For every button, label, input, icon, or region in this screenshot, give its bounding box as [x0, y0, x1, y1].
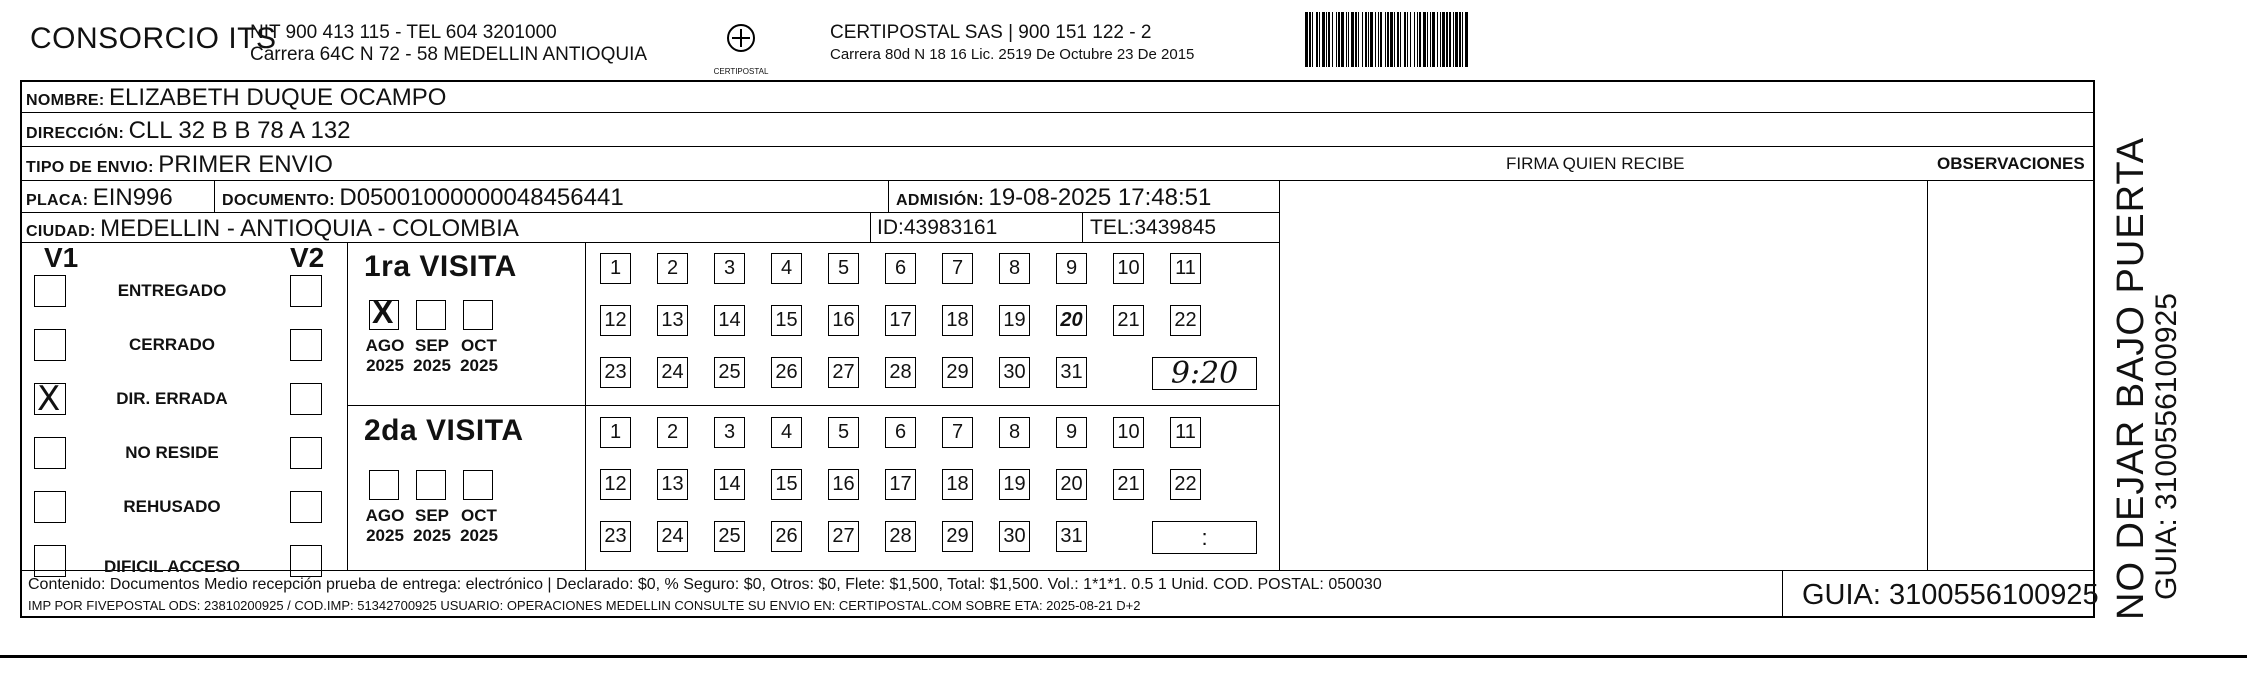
nombre-value: ELIZABETH DUQUE OCAMPO	[109, 84, 447, 111]
v1-checkbox	[34, 329, 66, 361]
day-box: 3	[714, 417, 745, 448]
v1-checkbox	[34, 275, 66, 307]
day-box: 25	[714, 521, 745, 552]
certipostal-logo	[712, 20, 770, 76]
day-box: 11	[1170, 417, 1201, 448]
time-box: 9:20	[1152, 357, 1257, 390]
day-box: 23	[600, 357, 631, 388]
day-box: 14	[714, 469, 745, 500]
certipostal-address: Carrera 80d N 18 16 Lic. 2519 De Octubre 23 De 2015	[830, 46, 1195, 63]
status-option-label: DIFICIL ACCESO	[103, 557, 240, 576]
documento-cell	[222, 184, 624, 212]
day-box: 10	[1113, 417, 1144, 448]
day-box: 6	[885, 417, 916, 448]
month-checkbox	[416, 300, 446, 330]
day-box: 31	[1056, 357, 1087, 388]
day-box: 12	[600, 469, 631, 500]
day-box: 27	[828, 521, 859, 552]
day-box: 20	[1056, 469, 1087, 500]
month-checkbox	[463, 470, 493, 500]
day-box: 13	[657, 469, 688, 500]
admision-cell	[896, 184, 1211, 212]
day-box: 29	[942, 521, 973, 552]
time-box: :	[1152, 521, 1257, 554]
side-guia: GUIA: 3100556100925	[2150, 293, 2183, 600]
placa-cell	[26, 184, 173, 212]
status-option-label: CERRADO	[129, 335, 215, 354]
day-box: 28	[885, 521, 916, 552]
admision-label: ADMISIÓN:	[896, 192, 985, 209]
day-box: 30	[999, 521, 1030, 552]
company-contact	[250, 22, 647, 66]
ciudad-cell	[26, 215, 519, 243]
tipo-row	[26, 151, 333, 179]
day-box: 1	[600, 253, 631, 284]
v2-checkbox	[290, 545, 322, 577]
nombre-row	[26, 84, 446, 112]
visit2-title: 2da VISITA	[364, 414, 524, 447]
status-option-label: ENTREGADO	[117, 281, 227, 300]
observaciones-label: OBSERVACIONES	[1937, 154, 2085, 173]
day-box: 5	[828, 417, 859, 448]
day-box: 21	[1113, 469, 1144, 500]
year-label: 2025	[366, 526, 404, 545]
month-label: SEP	[414, 336, 450, 355]
v2-checkbox	[290, 437, 322, 469]
day-box: 18	[942, 305, 973, 336]
day-box: 20	[1056, 305, 1087, 336]
v2-checkbox	[290, 491, 322, 523]
day-box: 27	[828, 357, 859, 388]
day-box: 7	[942, 417, 973, 448]
year-label: 2025	[460, 356, 498, 375]
day-box: 12	[600, 305, 631, 336]
day-box: 19	[999, 469, 1030, 500]
day-box: 9	[1056, 253, 1087, 284]
day-box: 26	[771, 521, 802, 552]
year-label: 2025	[413, 526, 451, 545]
tipo-label: TIPO DE ENVIO:	[26, 159, 154, 176]
address-line: Carrera 64C N 72 - 58 MEDELLIN ANTIOQUIA	[250, 44, 648, 65]
v1-checkbox	[34, 545, 66, 577]
barcode-bar	[1468, 12, 1469, 67]
month-label: OCT	[461, 336, 497, 355]
year-label: 2025	[413, 356, 451, 375]
v2-checkbox	[290, 383, 322, 415]
day-box: 4	[771, 417, 802, 448]
day-box: 29	[942, 357, 973, 388]
admision-value: 19-08-2025 17:48:51	[988, 184, 1212, 211]
day-box: 31	[1056, 521, 1087, 552]
documento-value: D05001000000048456441	[339, 184, 624, 211]
day-box: 6	[885, 253, 916, 284]
v1-label: V1	[44, 242, 79, 273]
id-cell	[877, 216, 997, 240]
direccion-label: DIRECCIÓN:	[26, 125, 125, 142]
day-box: 10	[1113, 253, 1144, 284]
month-label: SEP	[414, 506, 450, 525]
month-checkbox	[463, 300, 493, 330]
direccion-value: CLL 32 B B 78 A 132	[128, 117, 351, 144]
day-box: 11	[1170, 253, 1201, 284]
day-box: 8	[999, 253, 1030, 284]
day-box: 21	[1113, 305, 1144, 336]
side-notice: NO DEJAR BAJO PUERTA	[2110, 136, 2152, 620]
id-value: 43983161	[903, 216, 998, 239]
day-box: 30	[999, 357, 1030, 388]
placa-label: PLACA:	[26, 192, 89, 209]
day-box: 3	[714, 253, 745, 284]
day-box: 28	[885, 357, 916, 388]
footer-guia: GUIA: 3100556100925	[1802, 579, 2099, 611]
month-checkbox	[416, 470, 446, 500]
nombre-label: NOMBRE:	[26, 92, 105, 109]
v2-checkbox	[290, 329, 322, 361]
company-name: CONSORCIO ITS	[30, 22, 277, 55]
day-box: 2	[657, 417, 688, 448]
v1-checkbox	[34, 437, 66, 469]
documento-label: DOCUMENTO:	[222, 192, 335, 209]
visit1-title: 1ra VISITA	[364, 250, 517, 283]
day-box: 24	[657, 521, 688, 552]
day-box: 23	[600, 521, 631, 552]
month-check-mark: X	[372, 294, 394, 330]
status-option-label: DIR. ERRADA	[116, 389, 228, 408]
certipostal-line: CERTIPOSTAL SAS | 900 151 122 - 2	[830, 22, 1152, 43]
day-box: 5	[828, 253, 859, 284]
month-label: AGO	[365, 506, 405, 525]
placa-value: EIN996	[92, 184, 173, 211]
year-label: 2025	[460, 526, 498, 545]
day-box: 8	[999, 417, 1030, 448]
v2-label: V2	[290, 242, 325, 273]
day-box: 17	[885, 305, 916, 336]
id-label: ID:	[877, 216, 904, 239]
day-box: 9	[1056, 417, 1087, 448]
v2-checkbox	[290, 275, 322, 307]
footer-imp-line: IMP POR FIVEPOSTAL ODS: 23810200925 / COD.IMP: 51342700925 USUARIO: OPERACIONES MEDELLIN CONSULTE SU ENVIO EN: CERTIPOSTAL.COM SOBRE ETA: 2025-08-21 D+2	[28, 598, 1141, 613]
v1-check-mark: X	[37, 379, 61, 419]
month-label: OCT	[461, 506, 497, 525]
barcode	[1305, 12, 1725, 67]
delivery-form	[20, 80, 2099, 618]
tipo-value: PRIMER ENVIO	[158, 151, 333, 178]
day-box: 14	[714, 305, 745, 336]
day-box: 24	[657, 357, 688, 388]
ciudad-value: MEDELLIN - ANTIOQUIA - COLOMBIA	[100, 215, 519, 242]
day-box: 26	[771, 357, 802, 388]
day-box: 16	[828, 469, 859, 500]
ciudad-label: CIUDAD:	[26, 223, 96, 240]
day-box: 16	[828, 305, 859, 336]
year-label: 2025	[366, 356, 404, 375]
bottom-edge	[0, 655, 2247, 658]
tel-cell	[1090, 216, 1216, 240]
day-box: 22	[1170, 305, 1201, 336]
footer-content-line: Contenido: Documentos Medio recepción prueba de entrega: electrónico | Declarado: $0, % Seguro: $0, Otros: $0, Flete: $1,500, Total: $1,500. Vol.: 1*1*1. 0.5 1 Unid. COD. POSTAL: 050030	[28, 576, 1382, 593]
day-box: 2	[657, 253, 688, 284]
status-option-label: NO RESIDE	[125, 443, 219, 462]
month-label: AGO	[365, 336, 405, 355]
certipostal-info	[830, 22, 1194, 66]
day-box: 4	[771, 253, 802, 284]
month-checkbox	[369, 470, 399, 500]
day-box: 1	[600, 417, 631, 448]
day-box: 7	[942, 253, 973, 284]
direccion-row	[26, 117, 351, 145]
status-option-label: REHUSADO	[123, 497, 221, 516]
firma-label: FIRMA QUIEN RECIBE	[1506, 154, 1685, 173]
day-box: 25	[714, 357, 745, 388]
v1-checkbox	[34, 491, 66, 523]
day-box: 17	[885, 469, 916, 500]
tel-value: 3439845	[1134, 216, 1217, 239]
day-box: 18	[942, 469, 973, 500]
day-box: 19	[999, 305, 1030, 336]
tel-label: TEL:	[1090, 216, 1135, 239]
day-box: 22	[1170, 469, 1201, 500]
logo-text: CERTIPOSTAL	[713, 67, 769, 76]
nit-line: NIT 900 413 115 - TEL 604 3201000	[250, 22, 557, 43]
day-box: 13	[657, 305, 688, 336]
day-box: 15	[771, 469, 802, 500]
day-box: 15	[771, 305, 802, 336]
